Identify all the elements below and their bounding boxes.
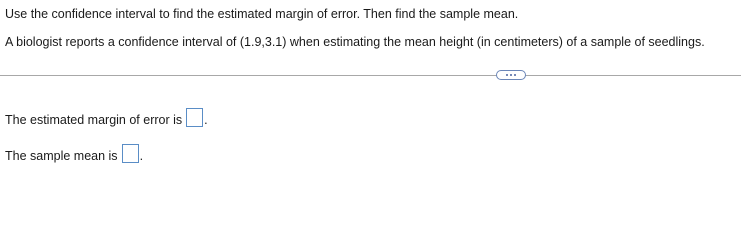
margin-of-error-label: The estimated margin of error is [5, 113, 183, 127]
margin-of-error-input[interactable] [186, 108, 203, 127]
margin-of-error-row [5, 108, 208, 127]
expand-more-button[interactable] [496, 70, 526, 80]
sample-mean-row [5, 144, 143, 163]
sample-mean-period: . [139, 149, 144, 163]
ellipsis-icon [506, 74, 516, 76]
sample-mean-input[interactable] [122, 144, 139, 163]
sample-mean-label: The sample mean is [5, 149, 118, 163]
section-divider [0, 75, 741, 76]
question-problem-text: A biologist reports a confidence interval of (1.9,3.1) when estimating the mean height (in centimeters) of a sample of seedlings. [5, 35, 705, 49]
margin-of-error-period: . [204, 113, 208, 127]
question-instruction: Use the confidence interval to find the estimated margin of error. Then find the sample mean. [5, 7, 519, 21]
